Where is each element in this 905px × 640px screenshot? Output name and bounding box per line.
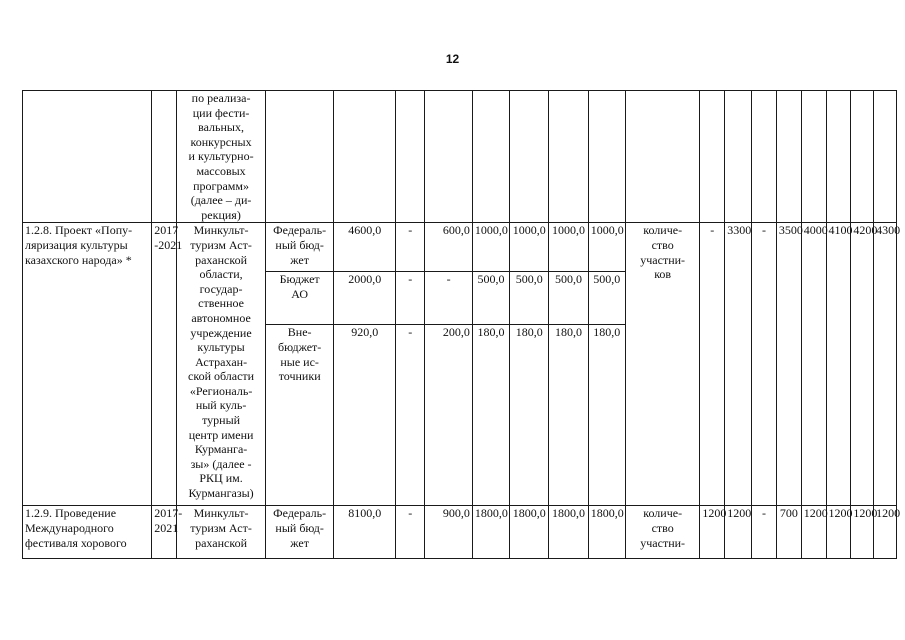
- cell-value: 500,0: [549, 272, 588, 325]
- cell-total: 920,0: [334, 325, 396, 506]
- cell-value: -: [425, 272, 473, 325]
- cell-value: -: [396, 272, 425, 325]
- cell-target: 1200: [801, 506, 826, 559]
- cell-value: 600,0: [425, 223, 473, 272]
- cell-funding-source: Федераль- ный бюд- жет: [266, 506, 334, 559]
- cell-indicator: количе- ство участни- ков: [625, 223, 699, 506]
- table-row-continuation: [23, 91, 897, 223]
- cell-funding-source: Федераль- ный бюд- жет: [266, 223, 334, 272]
- cell-target: 3500: [776, 223, 801, 506]
- cell-period: [152, 91, 177, 223]
- page-number: 12: [445, 52, 460, 66]
- cell-value: 500,0: [472, 272, 509, 325]
- cell-target: 1200: [700, 506, 725, 559]
- cell-value: 180,0: [549, 325, 588, 506]
- cell-value: -: [396, 325, 425, 506]
- cell-value: -: [396, 223, 425, 272]
- cell-value: -: [396, 506, 425, 559]
- cell-value: 900,0: [425, 506, 473, 559]
- cell-target: 1200: [725, 506, 752, 559]
- cell-target: 700: [776, 506, 801, 559]
- cell-name: [23, 91, 152, 223]
- cell-total: 2000,0: [334, 272, 396, 325]
- cell-executor: Минкульт- туризм Аст- раханской области, государ- ственное автономное учреждение культуры Астрахан- ской области «Региональ- ный куль- турный центр имени Курманга- зы» (далее - РКЦ им. Курмангазы): [177, 223, 266, 506]
- cell-target: -: [700, 223, 725, 506]
- table-row-128-federal: [23, 223, 897, 272]
- cell-value: 180,0: [588, 325, 625, 506]
- cell-target: 4200: [851, 223, 874, 506]
- cell-value: 1800,0: [510, 506, 549, 559]
- cell-target: 4000: [801, 223, 826, 506]
- cell-value: 200,0: [425, 325, 473, 506]
- cell-target: 3300: [725, 223, 752, 506]
- cell-executor: по реализа- ции фести- вальных, конкурсных и культурно- массовых программ» (далее – ди- рекция): [177, 91, 266, 223]
- cell-value: 1800,0: [472, 506, 509, 559]
- cell-funding-source: Бюджет АО: [266, 272, 334, 325]
- cell-target: -: [752, 506, 777, 559]
- cell-value: 180,0: [472, 325, 509, 506]
- table-row-129-federal: [23, 506, 897, 559]
- cell-value: 1800,0: [588, 506, 625, 559]
- cell-value: 500,0: [510, 272, 549, 325]
- cell-value: 1000,0: [510, 223, 549, 272]
- cell-executor: Минкульт- туризм Аст- раханской: [177, 506, 266, 559]
- cell-period: 2017 -2021: [152, 223, 177, 506]
- cell-value: 1000,0: [549, 223, 588, 272]
- cell-value: 180,0: [510, 325, 549, 506]
- cell-target: 1200: [826, 506, 851, 559]
- cell-value: 1000,0: [588, 223, 625, 272]
- cell-value: 500,0: [588, 272, 625, 325]
- cell-target: -: [752, 223, 777, 506]
- cell-project-name: 1.2.8. Проект «Попу- ляризация культуры казахского народа» *: [23, 223, 152, 506]
- cell-funding-source: Вне- бюджет- ные ис- точники: [266, 325, 334, 506]
- cell-target: 4100: [826, 223, 851, 506]
- cell-value: 1800,0: [549, 506, 588, 559]
- cell-target: 1200: [851, 506, 874, 559]
- cell-total: 4600,0: [334, 223, 396, 272]
- cell-indicator: количе- ство участни-: [625, 506, 699, 559]
- cell-project-name: 1.2.9. Проведение Международного фестиваля хорового: [23, 506, 152, 559]
- cell-target: 4300: [874, 223, 897, 506]
- cell-target: 1200: [874, 506, 897, 559]
- program-table: [22, 90, 901, 559]
- cell-value: 1000,0: [472, 223, 509, 272]
- cell-period: 2017- 2021: [152, 506, 177, 559]
- cell-total: 8100,0: [334, 506, 396, 559]
